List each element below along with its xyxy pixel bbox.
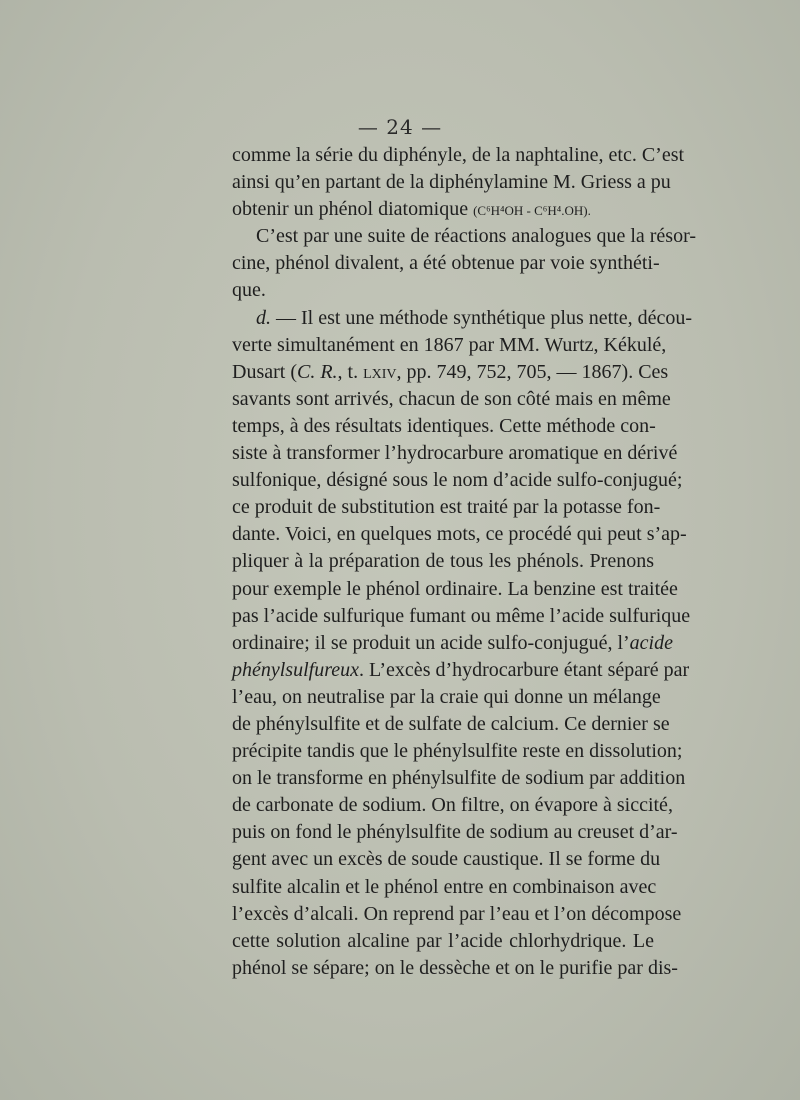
- italic-term: acide: [629, 631, 673, 654]
- line-text: Dusart (: [232, 360, 297, 383]
- text-line: phénol se sépare; on le dessèche et on le purifie par dis-: [232, 956, 678, 979]
- line-text: , t.: [337, 360, 364, 383]
- text-line: dante. Voici, en quelques mots, ce procédé qui peut s’ap-: [232, 523, 687, 546]
- body-text: [232, 142, 696, 982]
- line-text: obtenir un phénol diatomique: [232, 198, 474, 221]
- text-line: précipite tandis que le phénylsulfite reste en dissolution;: [232, 740, 683, 763]
- text-line: gent avec un excès de soude caustique. Il se forme du: [232, 848, 661, 871]
- text-line: savants sont arrivés, chacun de son côté mais en même: [232, 387, 671, 410]
- citation-volume: LXIV: [363, 366, 397, 382]
- text-line: ce produit de substitution est traité par la potasse fon-: [232, 496, 661, 519]
- line-text: . L’excès d’hydrocarbure étant séparé par: [359, 658, 690, 681]
- text-line: l’eau, on neutralise par la craie qui donne un mélange: [232, 685, 661, 708]
- text-line: comme la série du diphényle, de la naphtaline, etc. C’est: [232, 144, 685, 166]
- italic-term: phénylsulfureux: [232, 658, 360, 681]
- section-letter: d.: [256, 306, 271, 329]
- text-line: l’excès d’alcali. On reprend par l’eau et l’on décompose: [232, 902, 682, 925]
- line-text: — Il est une méthode synthétique plus nette, décou-: [271, 306, 693, 329]
- text-line: on le transforme en phénylsulfite de sodium par addition: [232, 767, 686, 790]
- text-line: [232, 196, 654, 223]
- text-line: pliquer à la préparation de tous les phénols. Prenons: [232, 550, 654, 573]
- line-text: ordinaire; il se produit un acide sulfo-conjugué, l’: [232, 631, 630, 654]
- text-line: [232, 657, 690, 684]
- text-line: pour exemple le phénol ordinaire. La benzine est traitée: [232, 577, 678, 600]
- text-line: temps, à des résultats identiques. Cette méthode con-: [232, 414, 656, 437]
- text-line: que.: [232, 279, 266, 302]
- text-line: sulfite alcalin et le phénol entre en combinaison avec: [232, 875, 657, 898]
- text-line: pas l’acide sulfurique fumant ou même l’acide sulfurique: [232, 604, 691, 627]
- text-line: sulfonique, désigné sous le nom d’acide sulfo-conjugué;: [232, 469, 683, 492]
- text-line: cette solution alcaline par l’acide chlorhydrique. Le: [232, 929, 654, 952]
- text-line: ainsi qu’en partant de la diphénylamine M. Griess a pu: [232, 171, 671, 194]
- text-line: de phénylsulfite et de sulfate de calcium. Ce dernier se: [232, 712, 670, 735]
- chemical-formula: (C⁶H⁴OH - C⁶H⁴.OH).: [473, 203, 591, 219]
- text-line: [232, 359, 669, 386]
- citation-journal: C. R.: [296, 360, 338, 383]
- text-line: cine, phénol divalent, a été obtenue par voie synthéti-: [232, 252, 660, 275]
- text-line: [232, 305, 693, 332]
- text-line: de carbonate de sodium. On filtre, on évapore à siccité,: [232, 794, 673, 817]
- text-line: siste à transformer l’hydrocarbure aromatique en dérivé: [232, 442, 678, 465]
- text-line: C’est par une suite de réactions analogues que la résor-: [256, 225, 696, 248]
- text-line: verte simultanément en 1867 par MM. Wurtz, Kékulé,: [232, 333, 667, 356]
- text-line: [232, 630, 673, 657]
- line-text: , pp. 749, 752, 705, — 1867). Ces: [396, 360, 669, 383]
- text-line: puis on fond le phénylsulfite de sodium au creuset d’ar-: [232, 821, 678, 844]
- page-number: — 24 —: [357, 115, 443, 139]
